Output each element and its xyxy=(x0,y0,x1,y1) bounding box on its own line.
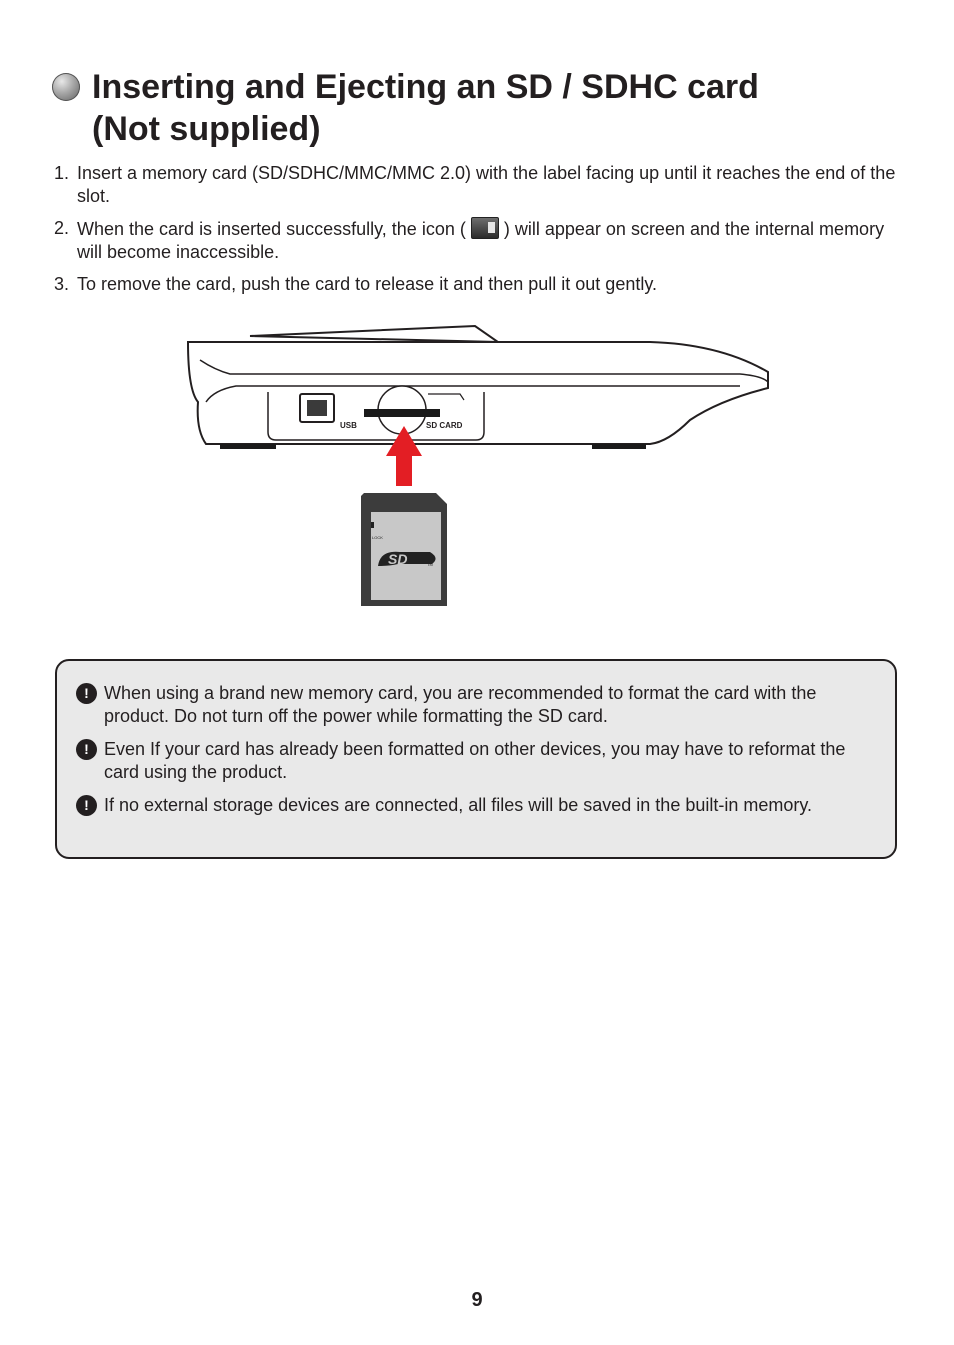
exclamation-icon: ! xyxy=(76,739,97,760)
card-insertion-illustration xyxy=(0,320,954,620)
step-number: 1. xyxy=(54,163,70,183)
page-title xyxy=(52,66,912,150)
steps-list xyxy=(54,162,904,305)
step-item xyxy=(54,217,904,264)
heading-bullet-icon xyxy=(52,73,80,101)
page-title-line-2: (Not supplied) xyxy=(92,110,321,148)
step-text-before-icon: When the card is inserted successfully, the icon ( xyxy=(77,219,466,239)
step-text-after-icon: ) will appear on screen and the internal memory will become inaccessible. xyxy=(77,219,885,262)
notes-box xyxy=(55,659,897,859)
exclamation-icon: ! xyxy=(76,795,97,816)
device-side-view xyxy=(188,326,768,449)
sd-trademark-label: TM xyxy=(427,562,433,567)
sd-card-graphic xyxy=(361,493,447,606)
step-text: Insert a memory card (SD/SDHC/MMC/MMC 2.0) with the label facing up until it reaches the end of the slot. xyxy=(77,163,896,206)
note-item xyxy=(76,682,866,728)
step-number: 2. xyxy=(54,218,70,238)
note-item xyxy=(76,738,866,784)
step-item xyxy=(54,273,904,296)
step-text: To remove the card, push the card to release it and then pull it out gently. xyxy=(77,274,658,294)
note-text: When using a brand new memory card, you are recommended to format the card with the product. Do not turn off the power while formatting the SD card. xyxy=(104,683,817,726)
page-title-line-1: Inserting and Ejecting an SD / SDHC card xyxy=(92,68,759,106)
exclamation-icon: ! xyxy=(76,683,97,704)
usb-port-label: USB xyxy=(340,421,357,430)
step-item xyxy=(54,162,904,208)
note-text: Even If your card has already been formatted on other devices, you may have to reformat the card using the product. xyxy=(104,739,846,782)
sd-lock-label: LOCK xyxy=(372,535,383,540)
sd-logo-text: SD xyxy=(388,551,408,567)
note-item xyxy=(76,794,866,817)
sd-card-status-icon xyxy=(471,217,499,239)
sd-card-port-label: SD CARD xyxy=(426,421,463,430)
notes-list xyxy=(76,682,866,827)
page-heading xyxy=(52,66,912,150)
page-number: 9 xyxy=(471,1289,483,1311)
step-number: 3. xyxy=(54,274,70,294)
note-text: If no external storage devices are connected, all files will be saved in the built-in memory. xyxy=(104,795,813,815)
